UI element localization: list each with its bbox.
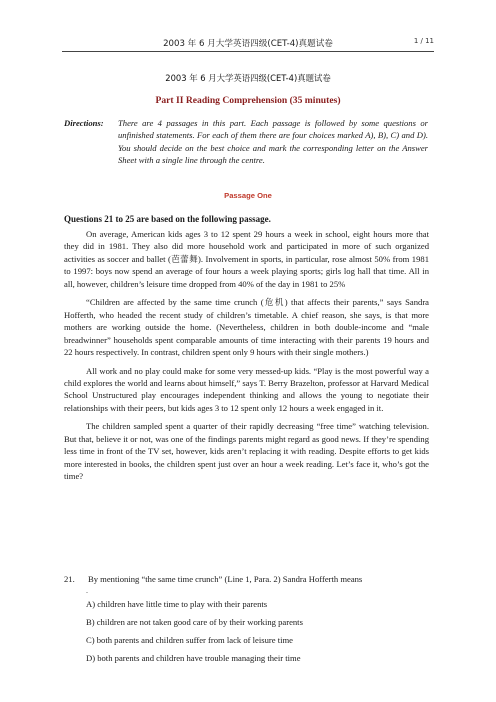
header-divider	[62, 51, 434, 52]
option-a: A) children have little time to play with their parents	[86, 599, 268, 610]
question-stem: By mentioning “the same time crunch” (Line 1, Para. 2) Sandra Hofferth means	[88, 574, 363, 584]
header-title: 2003 年 6 月大学英语四级(CET-4)真题试卷	[163, 39, 333, 49]
part-title: Part II Reading Comprehension (35 minutes)	[155, 95, 341, 106]
questions-intro: Questions 21 to 25 are based on the following passage.	[64, 214, 271, 224]
directions	[64, 117, 428, 167]
page-number: 1 / 11	[413, 37, 434, 45]
answer-blank: .	[86, 586, 88, 596]
question-21	[64, 573, 429, 670]
paragraph-2: “Children are affected by the same time crunch (危机) that affects their parents,” says Sandra Hofferth, who headed the recent study of children’s timetable. A chief reason, she says, is that more mothers are working outside the home. (Nevertheless, children in both double-income and “male breadwinner” households spent comparable amounts of time interacting with their parents 19 hours and 22 hours respectively. In contrast, children spent only 9 hours with their single mothers.)	[64, 297, 429, 358]
paragraph-4: The children sampled spent a quarter of their rapidly decreasing “free time” watching television. But that, believe it or not, was one of the findings parents might regard as good news. If they’re spending less time in front of the TV set, however, kids aren’t replacing it with reading. Despite efforts to get kids more interested in books, the children spent just over an hour a week reading. Let’s face it, who’s got the time?	[64, 421, 429, 482]
passage-body	[64, 228, 429, 486]
question-number: 21.	[64, 574, 75, 584]
passage-title: Passage One	[224, 191, 272, 200]
paragraph-1: On average, American kids ages 3 to 12 spent 29 hours a week in school, eight hours more that they did in 1981. They also did more household work and participated in more of such organized activities as soccer and ballet (芭蕾舞). Involvement in sports, in particular, rose almost 50% from 1981 to 1997: boys now spend an average of four hours a week playing sports; girls log hall that time. All in all, however, children’s leisure time dropped from 40% of the day in 1981 to 25%	[64, 229, 429, 289]
directions-label: Directions:	[64, 118, 104, 128]
directions-text: There are 4 passages in this part. Each passage is followed by some questions or unfinished statements. For each of them there are four choices marked A), B), C) and D). You should decide on the best choice and mark the corresponding letter on the Answer Sheet with a single line through the centre.	[118, 118, 428, 166]
question-stem-row	[64, 573, 429, 585]
document-title: 2003 年 6 月大学英语四级(CET-4)真题试卷	[165, 73, 331, 83]
page-header	[0, 0, 496, 56]
answer-options	[86, 598, 429, 664]
option-b: B) children are not taken good care of by their working parents	[86, 617, 303, 628]
option-d: D) both parents and children have trouble managing their time	[86, 653, 301, 664]
paragraph-3: All work and no play could make for some very messed-up kids. “Play is the most powerful way a child explores the world and learns about himself,” says T. Berry Brazelton, professor at Harvard Medical School Unstructured play encourages independent thinking and allows the young to negotiate their relationships with their peers, but kids ages 3 to 12 spent only 12 hours a week engaged in it.	[64, 365, 429, 413]
option-c: C) both parents and children suffer from lack of leisure time	[86, 635, 293, 646]
